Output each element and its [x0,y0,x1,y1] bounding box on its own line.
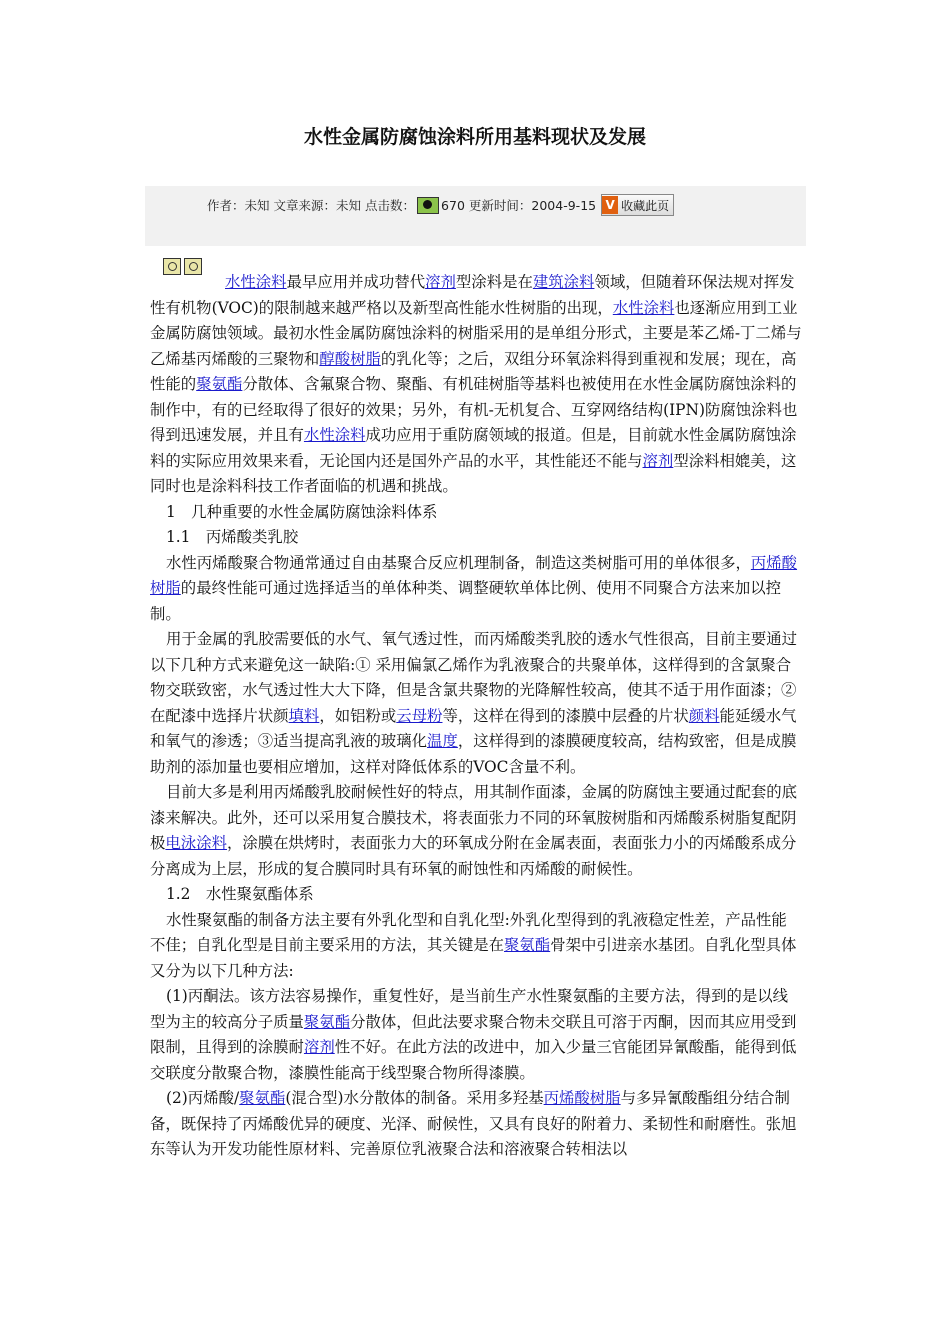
heading-1-1: 1.1 丙烯酸类乳胶 [166,528,299,546]
paragraph-acrylic-3: 目前大多是利用丙烯酸乳胶耐候性好的特点，用其制作面漆，金属的防腐蚀主要通过配套的底漆来解决。此外，还可以采用复合膜技术，将表面张力不同的环氧胺树脂和丙烯酸系树脂复配阴极电泳涂料，涂膜在烘烤时，表面张力大的环氧成分附在金属表面，表面张力小的丙烯酸系成分分离成为上层，形成的复合膜同时具有环氧的耐蚀性和丙烯酸的耐候性。 [150,783,798,878]
link-electrophoretic-coating[interactable]: 电泳涂料 [165,834,227,852]
views-icon [417,197,439,214]
update-time: 更新时间：2004-9-15 [468,198,597,213]
link-building-coating[interactable]: 建筑涂料 [532,273,595,291]
link-polyurethane[interactable]: 聚氨酯 [303,1012,351,1031]
article-title: 水性金属防腐蚀涂料所用基料现状及发展 [303,126,646,148]
link-water-coating[interactable]: 水性涂料 [612,298,675,317]
link-mica-powder[interactable]: 云母粉 [396,706,443,725]
paragraph-pu-acrylic: (2)丙烯酸/聚氨酯(混合型)水分散体的制备。采用多羟基丙烯酸树脂与多异氰酸酯组分结合制备，既保持了丙烯酸优异的硬度、光泽、耐候性，又具有良好的附着力、柔韧性和耐磨性。张旭东等认为开发功能性原材料、完善原位乳液聚合法和溶液聚合转相法以 [150,1089,797,1158]
paragraph-acrylic-1: 水性丙烯酸聚合物通常通过自由基聚合反应机理制备，制造这类树脂可用的单体很多，丙烯酸树脂的最终性能可通过选择适当的单体种类、调整硬软单体比例、使用不同聚合方法来加以控制。 [150,553,798,623]
link-solvent[interactable]: 溶剂 [425,273,456,291]
link-solvent[interactable]: 溶剂 [642,451,674,470]
link-polyurethane[interactable]: 聚氨酯 [504,936,551,954]
paragraph-acrylic-2: 用于金属的乳胶需要低的水气、氧气透过性，而丙烯酸类乳胶的透水气性很高，目前主要通过以下几种方式来避免这一缺陷:① 采用偏氯乙烯作为乳液聚合的共聚单体，这样得到的含氯聚合物交联致密，水气透过性大大下降，但是含氯共聚物的光降解性较高，使其不适于用作面漆；②在配漆中选择片状颜填料，如铝粉或云母粉等，这样在得到的漆膜中层叠的片状颜料能延缓水气和氧气的渗透；③适当提高乳液的玻璃化温度，这样得到的漆膜硬度较高，结构致密，但是成膜助剂的添加量也要相应增加，这样对降低体系的VOC含量不利。 [150,630,798,776]
link-acrylic-resin[interactable]: 丙烯酸树脂 [543,1089,621,1107]
favorite-button[interactable] [601,194,674,216]
click-count: 670 [441,197,465,213]
paragraph-intro: 水性涂料最早应用并成功替代溶剂型涂料是在建筑涂料领域，但随着环保法规对挥发性有机物(VOC)的限制越来越严格以及新型高性能水性树脂的出现，水性涂料也逐渐应用到工业金属防腐蚀领域。最初水性金属防腐蚀涂料的树脂采用的是单组分形式，主要是苯乙烯-丁二烯与乙烯基丙烯酸的三聚物和醇酸树脂的乳化等；之后，双组分环氧涂料得到重视和发展；现在，高性能的聚氨酯分散体、含氟聚合物、聚酯、有机硅树脂等基料也被使用在水性金属防腐蚀涂料的制作中，有的已经取得了很好的效果；另外，有机-无机复合、互穿网络结构(IPN)防腐蚀涂料也得到迅速发展，并且有水性涂料成功应用于重防腐领域的报道。但是，目前就水性金属防腐蚀涂料的实际应用效果来看，无论国内还是国外产品的水平，其性能还不能与溶剂型涂料相媲美，这同时也是涂料科技工作者面临的机遇和挑战。 [150,273,802,495]
heading-1: 1 几种重要的水性金属防腐蚀涂料体系 [166,502,438,521]
link-polyurethane[interactable]: 聚氨酯 [239,1089,286,1107]
link-filler[interactable]: 填料 [288,706,320,725]
link-acrylic-resin[interactable]: 丙烯酸树脂 [150,553,798,597]
link-pigment[interactable]: 颜料 [688,706,720,725]
source: 文章来源：未知 [273,198,362,213]
article-meta-box [145,186,806,246]
link-water-coating[interactable]: 水性涂料 [303,426,366,444]
heading-1-2: 1.2 水性聚氨酯体系 [166,885,314,903]
link-temperature[interactable]: 温度 [427,732,458,750]
author: 作者：未知 [207,198,270,213]
article-body [150,270,802,1163]
favorite-label: 收藏此页 [621,198,670,213]
paragraph-pu-1: 水性聚氨酯的制备方法主要有外乳化型和自乳化型:外乳化型得到的乳液稳定性差，产品性能不佳；自乳化型是目前主要采用的方法，其关键是在聚氨酯骨架中引进亲水基团。自乳化型具体又分为以下几种方法: [150,910,797,980]
article-meta [207,194,674,216]
link-polyurethane[interactable]: 聚氨酯 [196,375,243,393]
link-alkyd-resin[interactable]: 醇酸树脂 [319,349,381,368]
paragraph-pu-acetone: (1)丙酮法。该方法容易操作，重复性好，是当前生产水性聚氨酯的主要方法，得到的是以线型为主的较高分子质量聚氨酯分散体，但此法要求聚合物未交联且可溶于丙酮，因而其应用受到限制，且得到的涂膜耐溶剂性不好。在此方法的改进中，加入少量三官能团异氰酸酯，能得到低交联度分散聚合物，漆膜性能高于线型聚合物所得漆膜。 [150,987,797,1082]
link-water-coating[interactable]: 水性涂料 [225,273,287,291]
link-solvent[interactable]: 溶剂 [303,1038,335,1056]
favorite-v-icon: V [602,196,618,214]
clicks-label: 点击数： [365,198,416,213]
